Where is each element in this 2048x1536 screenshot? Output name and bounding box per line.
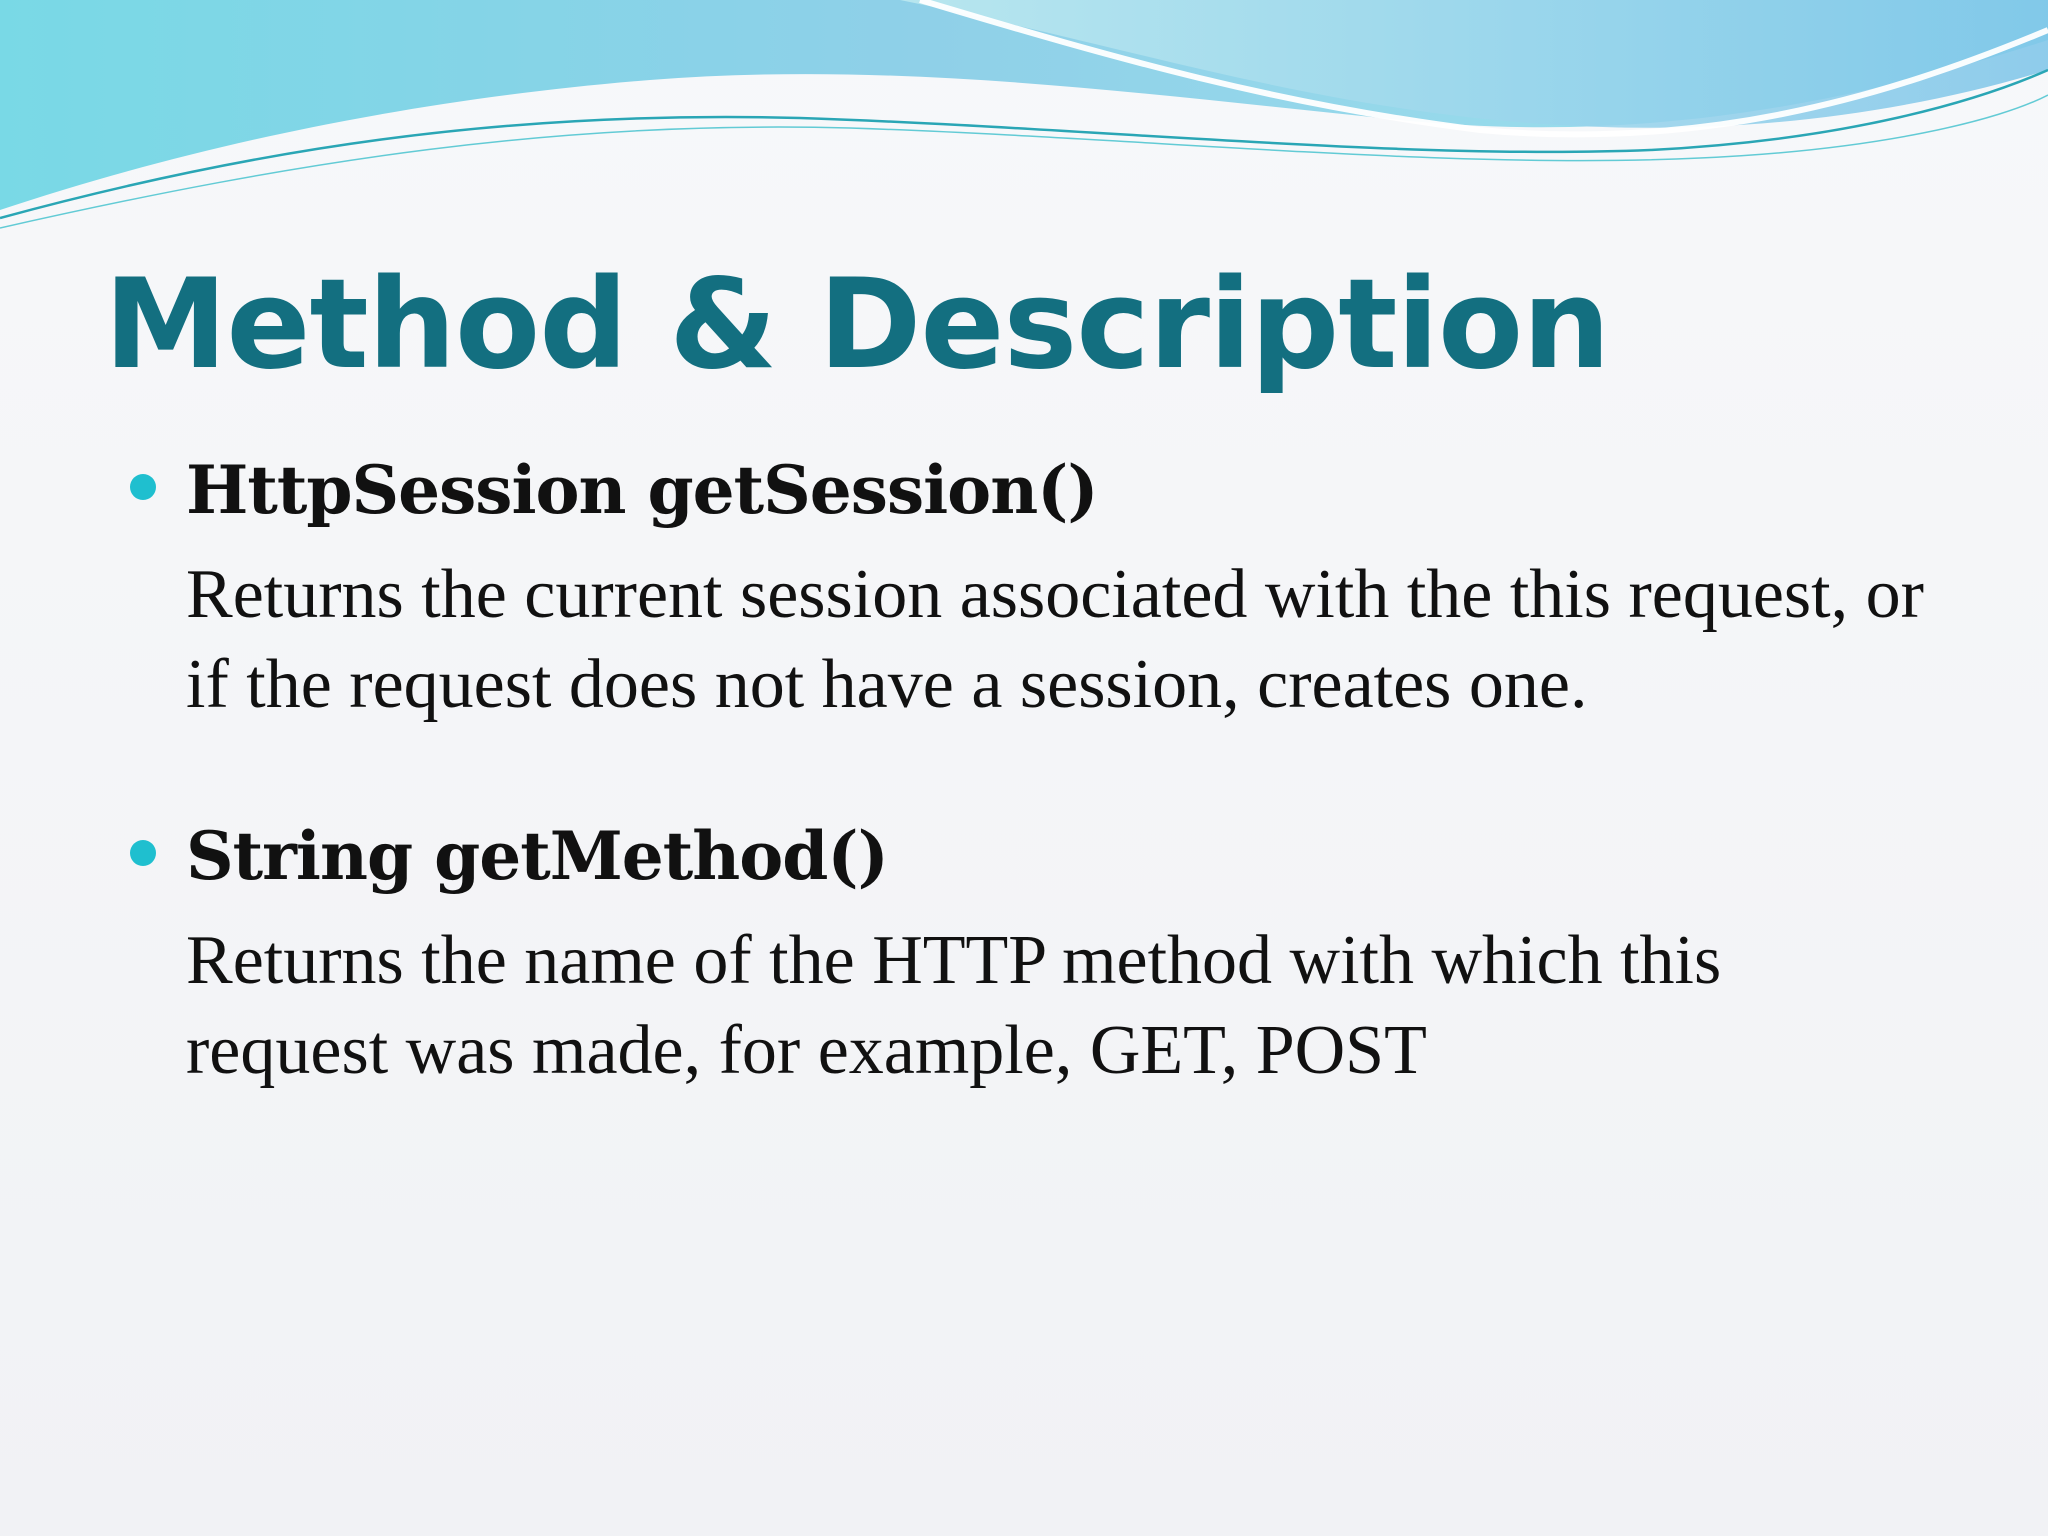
- list-item: [130, 440, 1950, 730]
- method-description: Returns the current session associated with the this request, or if the request does not have a session, creates one.: [186, 556, 1924, 723]
- method-signature: HttpSession getSession(): [186, 451, 1098, 529]
- method-description: Returns the name of the HTTP method with which this request was made, for example, GET, POST: [186, 922, 1722, 1089]
- bullet-icon: [130, 840, 156, 866]
- bullet-icon: [130, 474, 156, 500]
- method-list: [130, 440, 1950, 1096]
- list-item: [130, 806, 1950, 1096]
- slide-title: Method & Description: [104, 253, 1610, 397]
- header-wave-decoration: [0, 0, 2048, 260]
- method-signature: String getMethod(): [186, 817, 888, 895]
